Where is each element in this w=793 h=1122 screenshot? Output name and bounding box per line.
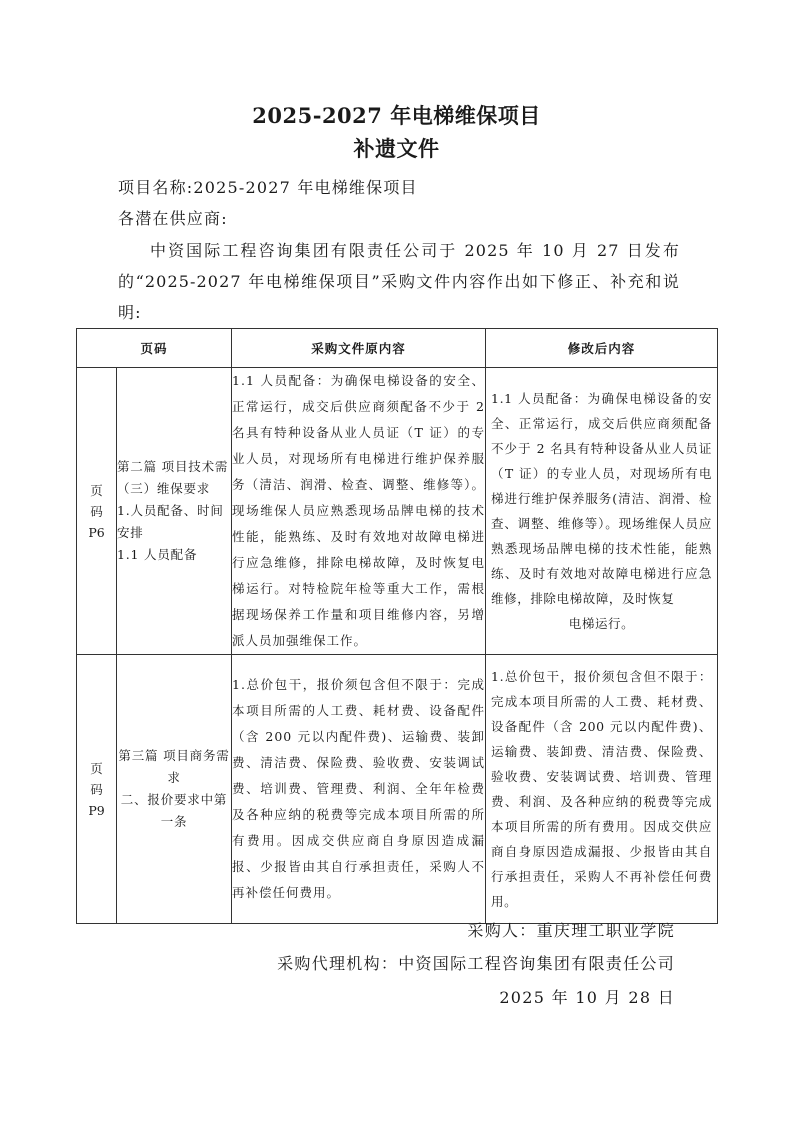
issue-date: 2025 年 10 月 28 日 xyxy=(499,988,675,1007)
section-line: 1.1 人员配备 xyxy=(117,547,198,562)
buyer-signature: 采购人：重庆理工职业学院 xyxy=(467,921,675,940)
section-cell xyxy=(117,368,232,655)
section-line: 1.人员配备、时间安排 xyxy=(117,503,224,540)
section-cell xyxy=(117,655,232,924)
page-label-char1: 页 xyxy=(90,760,103,776)
table-row xyxy=(77,655,718,924)
page-label-char2: 码 xyxy=(90,503,103,519)
table-header-row xyxy=(77,329,718,368)
page-label-char1: 页 xyxy=(90,482,103,498)
header-page: 页码 xyxy=(77,329,232,368)
original-content-cell: 1.总价包干，报价须包含但不限于：完成本项目所需的人工费、耗材费、设备配件（含 200 元以内配件费)、运输费、装卸费、清洁费、保险费、验收费、安装调试费、培训费、管理费、利润、全年年检费及各种应纳的税费等完成本项目所需的所有费用。因成交供应商自身原因造成漏报、少报皆由其自行承担责任，采购人不再补偿任何费用。 xyxy=(232,655,486,924)
table-row xyxy=(77,368,718,655)
project-name-line: 项目名称:2025-2027 年电梯维保项目 xyxy=(118,178,418,197)
document-subtitle: 补遗文件 xyxy=(353,136,440,161)
intro-paragraph: 中资国际工程咨询集团有限责任公司于 2025 年 10 月 27 日发布的“2025-2027 年电梯维保项目”采购文件内容作出如下修正、补充和说明: xyxy=(118,241,680,322)
section-line: 二、报价要求中第一条 xyxy=(120,792,228,829)
modified-content-cell xyxy=(486,368,718,655)
modified-text: 1.1 人员配备：为确保电梯设备的安全、正常运行，成交后供应商须配备不少于 2 名具有特种设备从业人员证（T 证）的专业人员，对现场所有电梯进行维护保养服务(清洁、润滑、检查、调整、维修等）。现场维保人员应熟悉现场品牌电梯的技术性能，能熟练、及时有效地对故障电梯进行应急维修，排除电梯故障，及时恢复 xyxy=(491,391,713,606)
page-label-char2: 码 xyxy=(90,781,103,797)
revision-table xyxy=(76,328,718,924)
page-cell xyxy=(77,655,117,924)
page-cell xyxy=(77,368,117,655)
modified-text-end: 电梯运行。 xyxy=(568,616,635,631)
agency-signature: 采购代理机构：中资国际工程咨询集团有限责任公司 xyxy=(277,954,675,973)
original-content-cell: 1.1 人员配备：为确保电梯设备的安全、正常运行，成交后供应商须配备不少于 2 名具有特种设备从业人员证（T 证）的专业人员，对现场所有电梯进行维护保养服务（清洁、润滑、检查、调整、维修等）。现场维保人员应熟悉现场品牌电梯的技术性能，能熟练、及时有效地对故障电梯进行应急维修，排除电梯故障，及时恢复电梯运行。对特检院年检等重大工作，需根据现场保养工作量和项目维修内容，另增派人员加强维保工作。 xyxy=(232,368,486,655)
header-modified: 修改后内容 xyxy=(486,329,718,368)
page-number: P6 xyxy=(88,524,105,540)
document-title: 2025-2027 年电梯维保项目 xyxy=(252,103,541,128)
salutation: 各潜在供应商: xyxy=(118,209,228,228)
modified-content-cell: 1.总价包干，报价须包含但不限于：完成本项目所需的人工费、耗材费、设备配件（含 200 元以内配件费)、运输费、装卸费、清洁费、保险费、验收费、安装调试费、培训费、管理费、利润、及各种应纳的税费等完成本项目所需的所有费用。因成交供应商自身原因造成漏报、少报皆由其自行承担责任，采购人不再补偿任何费用。 xyxy=(486,655,718,924)
page-number: P9 xyxy=(88,802,105,818)
section-line: 第三篇 项目商务需求 xyxy=(118,748,230,785)
header-original: 采购文件原内容 xyxy=(232,329,486,368)
section-line: （三）维保要求 xyxy=(117,481,211,496)
section-line: 第二篇 项目技术需 xyxy=(117,459,229,474)
